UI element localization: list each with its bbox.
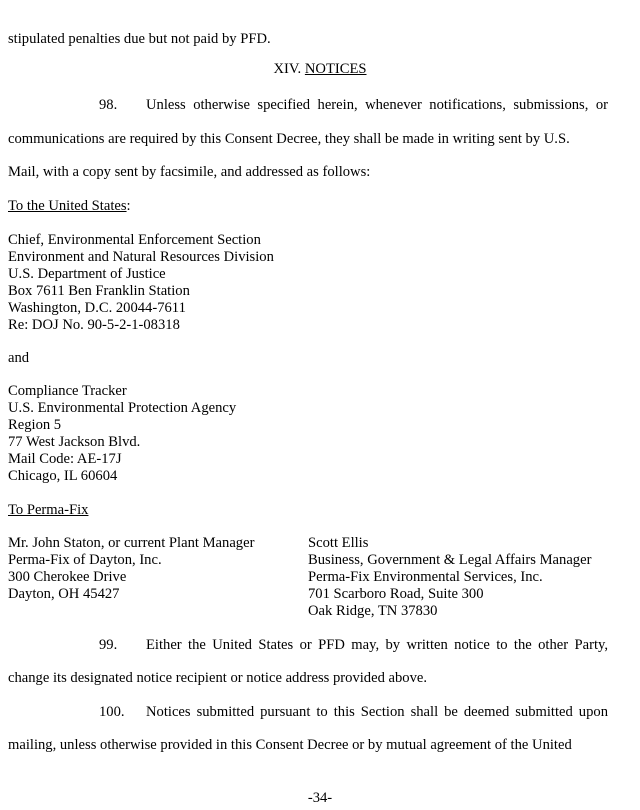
- page-number: -34-: [307, 790, 333, 806]
- doj-address-line: Chief, Environmental Enforcement Section: [8, 232, 261, 248]
- and-separator: and: [8, 350, 30, 366]
- perma-fix-heading: To Perma-Fix: [8, 502, 89, 518]
- doj-address-line: Environment and Natural Resources Division: [8, 249, 274, 265]
- doj-address-line: Re: DOJ No. 90-5-2-1-08318: [8, 317, 180, 333]
- pf-right-line: Business, Government & Legal Affairs Manager: [308, 552, 592, 568]
- epa-address-line: Chicago, IL 60604: [8, 468, 118, 484]
- paragraph-98-line3: Mail, with a copy sent by facsimile, and addressed as follows:: [8, 164, 371, 180]
- pf-right-line: Oak Ridge, TN 37830: [308, 603, 438, 619]
- paragraph-99-line2: change its designated notice recipient or notice address provided above.: [8, 670, 428, 686]
- paragraph-98-line2: communications are required by this Consent Decree, they shall be made in writing sent by U.S.: [8, 131, 570, 147]
- top-line: stipulated penalties due but not paid by PFD.: [8, 31, 271, 47]
- doj-address-line: Box 7611 Ben Franklin Station: [8, 283, 190, 299]
- epa-address-line: Compliance Tracker: [8, 383, 127, 399]
- pf-right-line: 701 Scarboro Road, Suite 300: [308, 586, 484, 602]
- pf-right-line: Perma-Fix Environmental Services, Inc.: [308, 569, 543, 585]
- us-heading: To the United States:: [8, 198, 131, 214]
- paragraph-100-number: 100.: [99, 704, 125, 720]
- paragraph-100-line2: mailing, unless otherwise provided in this Consent Decree or by mutual agreement of the United: [8, 737, 572, 753]
- pf-right-line: Scott Ellis: [308, 535, 369, 551]
- section-title: NOTICES: [304, 61, 367, 77]
- section-heading: [0, 61, 640, 78]
- section-number: XIV.: [273, 61, 302, 77]
- pf-left-line: 300 Cherokee Drive: [8, 569, 127, 585]
- epa-address-line: U.S. Environmental Protection Agency: [8, 400, 237, 416]
- pf-left-line: Dayton, OH 45427: [8, 586, 120, 602]
- epa-address-line: 77 West Jackson Blvd.: [8, 434, 141, 450]
- epa-address-line: Mail Code: AE-17J: [8, 451, 122, 467]
- paragraph-99-number: 99.: [99, 637, 118, 653]
- paragraph-98-number: 98.: [99, 97, 118, 113]
- doj-address-line: Washington, D.C. 20044-7611: [8, 300, 186, 316]
- pf-left-line: Perma-Fix of Dayton, Inc.: [8, 552, 162, 568]
- pf-left-line: Mr. John Staton, or current Plant Manager: [8, 535, 255, 551]
- epa-address-line: Region 5: [8, 417, 62, 433]
- doj-address-line: U.S. Department of Justice: [8, 266, 166, 282]
